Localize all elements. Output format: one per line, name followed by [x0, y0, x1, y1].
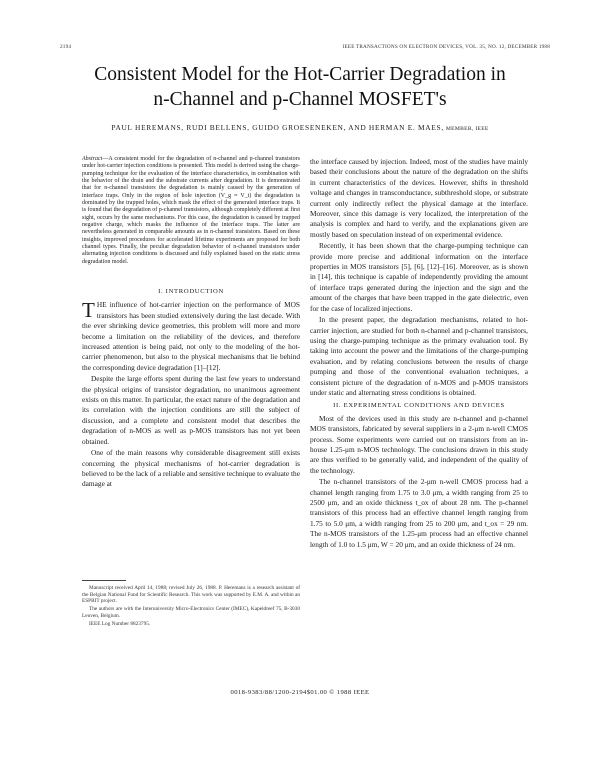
intro-paragraph-3: One of the main reasons why considerable disagreement still exists concerning the physical mechanisms of hot-carrier degradation is believed to be the lack of a reliable and sensitive technique to evaluate the damage at	[82, 448, 300, 489]
right-column	[310, 157, 528, 551]
footnote-rule	[82, 580, 126, 581]
right-paragraph-2: Recently, it has been shown that the charge-pumping technique can provide more precise and additional information on the interface properties in MOS transistors [5], [6], [12]–[16]. Moreover, as is shown in [14], this technique is capable of independently providing the amount of interface traps generated during the injection and the sign and the amount of the charges that have been trapped in the gate dielectric, even for the case of localized injections.	[310, 241, 528, 313]
footnote-affiliation: The authors are with the Interuniversity Micro-Electronics Center (IMEC), Kapeldreef 75, B-3030 Leuven, Belgium.	[82, 606, 300, 619]
footnote-manuscript: Manuscript received April 14, 1988; revised July 26, 1988. P. Heremans is a research assistant of the Belgian National Fund for Scientific Research. This work was supported by E.M. A. and within an ESPRIT project.	[82, 585, 300, 605]
title-line-2: n-Channel and p-Channel MOSFET's	[153, 89, 447, 110]
running-header	[60, 44, 550, 54]
intro-paragraph-2: Despite the large efforts spent during the last few years to understand the physical origins of transistor degradation, no unanimous agreement exists on this matter. In particular, the exact nature of the degradation and its correlation with the injection conditions are still the subject of discussion, and a complete and consistent model that describes the degradation of n-MOS as well as p-MOS transistors has not yet been obtained.	[82, 374, 300, 446]
section-heading-introduction: I. INTRODUCTION	[158, 288, 224, 295]
intro-paragraph-1: THE influence of hot-carrier injection on the performance of MOS transistors has been studied extensively during the last decade. With the ever shrinking device geometries, this problem will more and more become a limitation on the reliability of the devices, and therefore increased attention is being paid, not only to the modeling of the hot-carrier phenomenon, but also to the physical mechanisms that lie behind the corresponding device degradation [1]–[12].	[82, 298, 300, 372]
right-paragraph-4: Most of the devices used in this study are n-channel and p-channel MOS transistors, fabricated by several suppliers in a 2-μm n-well CMOS process. Some experiments were carried out on transistors from an in-house 1.25-μm n-MOS technology. The conclusions drawn in this study are thus verified to be generally valid, and independent of the quality of the technology.	[310, 413, 528, 475]
abstract-text: —A consistent model for the degradation of n-channel and p-channel transistors under hot-carrier injection conditions is presented. This model is derived using the charge-pumping technique for the evaluation of the interface characteristics, in combination with the behavior of the drain and the substrate currents after degradation. It is demonstrated that for n-channel transistors the degradation is mainly caused by the generation of interface traps. Only in the region of hole injection (V_g ≈ V_t) the degradation is dominated by the trapped holes, which mask the effect of the generated interface traps. It is found that the degradation of p-channel transistors, although completely different at first sight, occurs by the same mechanisms. For this case, the degradation is caused by trapped negative charge, which masks the influence of the interface traps. The latter are nevertheless generated in comparable amounts as in n-channel transistors. Based on these insights, improved procedures for accelerated lifetime experiments are proposed for both channel types. Finally, the peculiar degradation behavior of n-channel transistors under alternating injection conditions is discussed and fully explained based on the static stress degradation model.	[82, 156, 300, 265]
section-heading-experimental: II. EXPERIMENTAL CONDITIONS AND DEVICES	[333, 402, 505, 410]
abstract-lead: Abstract	[82, 156, 103, 162]
right-paragraph-3: In the present paper, the degradation mechanisms, related to hot-carrier injection, are studied for both n-channel and p-channel transistors, using the charge-pumping technique as the primary evaluation tool. By taking into account the power and the limitations of the charge-pumping evaluation, and by relating conclusions between the results of charge pumping and those of the conventional evaluation techniques, a consistent picture of the degradation of n-MOS and p-MOS transistors under static and alternating stress conditions is obtained.	[310, 315, 528, 397]
title-line-1: Consistent Model for the Hot-Carrier Degradation in	[94, 64, 506, 85]
author-membership: MEMBER, IEEE	[445, 126, 489, 132]
drop-cap: T	[82, 298, 95, 323]
page-number: 2194	[60, 44, 72, 50]
abstract	[82, 156, 300, 266]
author-names: PAUL HEREMANS, RUDI BELLENS, GUIDO GROESENEKEN, AND HERMAN E. MAES,	[111, 123, 444, 132]
right-paragraph-5: The n-channel transistors of the 2-μm n-well CMOS process had a channel length ranging from 1.75 to 3.0 μm, a width ranging from 25 to 2500 μm, and an oxide thickness t_ox of about 28 nm. The p-channel transistors of this process had an effective channel length ranging from 1.75 to 5.0 μm, a width ranging from 25 to 200 μm, and t_ox = 29 nm. The n-MOS transistors of the 1.25-μm process had an effective channel length of 1.0 to 1.5 μm, W = 20 μm, and an oxide thickness of 24 nm.	[310, 477, 528, 549]
footnote-log-number: IEEE Log Number 8823795.	[89, 620, 151, 627]
author-line	[40, 123, 560, 132]
footnotes	[82, 580, 300, 628]
copyright-footer: 0018-9383/88/1200-2194$01.00 © 1988 IEEE	[230, 689, 370, 696]
introduction-column	[82, 287, 300, 491]
journal-citation: IEEE TRANSACTIONS ON ELECTRON DEVICES, VOL. 35, NO. 12, DECEMBER 1988	[342, 44, 550, 50]
right-paragraph-1: the interface caused by injection. Indeed, most of the studies have mainly based their conclusions about the nature of the degradation on the shifts in current characteristics of the devices. However, shifts in threshold voltage and changes in transconductance, subthreshold slope, or substrate current only indirectly reflect the physical damage at the interface. Moreover, since this damage is very localized, the interpretation of the analysis is complex and hard to verify, and the explanations given are mostly based on speculation instead of on experimental evidence.	[310, 157, 528, 239]
paper-title	[40, 62, 560, 112]
